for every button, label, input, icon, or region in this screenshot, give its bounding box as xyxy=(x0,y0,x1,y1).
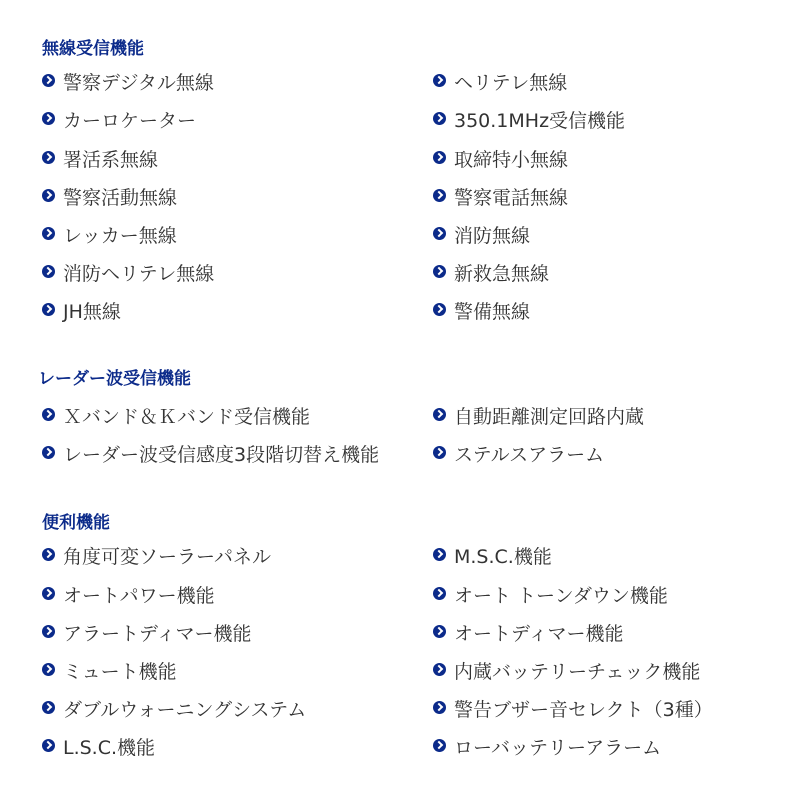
list-item xyxy=(433,64,567,102)
arrow-bullet-icon xyxy=(433,548,446,561)
list-item-label: レッカー無線 xyxy=(63,225,177,247)
list-item xyxy=(42,691,306,729)
list-item-label: 角度可変ソーラーパネル xyxy=(63,546,272,568)
list-item xyxy=(42,141,158,179)
list-item xyxy=(42,179,177,217)
list-item-label: ステルスアラーム xyxy=(454,444,605,466)
list-item-label: ダブルウォーニングシステム xyxy=(63,699,307,721)
list-item-label: 署活系無線 xyxy=(63,149,159,171)
list-item-label: 新救急無線 xyxy=(454,263,550,285)
arrow-bullet-icon xyxy=(433,701,446,714)
arrow-bullet-icon xyxy=(433,189,446,202)
arrow-bullet-icon xyxy=(42,112,55,125)
list-item-label: オート トーンダウン機能 xyxy=(454,585,668,607)
list-item-label: レーダー波受信感度3段階切替え機能 xyxy=(63,444,380,466)
list-item-label: 自動距離測定回路内蔵 xyxy=(454,406,645,428)
arrow-bullet-icon xyxy=(42,587,55,600)
list-item-label: カーロケーター xyxy=(63,110,197,132)
arrow-bullet-icon xyxy=(42,625,55,638)
list-item xyxy=(42,577,215,615)
list-item xyxy=(42,102,196,140)
list-item xyxy=(42,615,251,653)
arrow-bullet-icon xyxy=(42,265,55,278)
arrow-bullet-icon xyxy=(433,739,446,752)
arrow-bullet-icon xyxy=(433,265,446,278)
list-item-label: ローバッテリーアラーム xyxy=(454,737,662,759)
arrow-bullet-icon xyxy=(433,587,446,600)
arrow-bullet-icon xyxy=(433,408,446,421)
arrow-bullet-icon xyxy=(42,189,55,202)
list-item xyxy=(42,653,177,691)
list-item-label: 警察デジタル無線 xyxy=(63,72,214,94)
list-item xyxy=(42,398,310,436)
list-item-label: 消防ヘリテレ無線 xyxy=(63,263,215,285)
arrow-bullet-icon xyxy=(42,303,55,316)
list-item-label: 警告ブザー音セレクト（3種） xyxy=(454,699,713,721)
arrow-bullet-icon xyxy=(42,701,55,714)
arrow-bullet-icon xyxy=(433,303,446,316)
list-item xyxy=(433,141,568,179)
arrow-bullet-icon xyxy=(433,446,446,459)
list-item xyxy=(42,255,214,293)
list-item-label: ヘリテレ無線 xyxy=(454,72,568,94)
list-item xyxy=(433,255,549,293)
list-item-label: ミュート機能 xyxy=(63,661,177,683)
list-item xyxy=(433,577,668,615)
arrow-bullet-icon xyxy=(433,663,446,676)
list-item xyxy=(433,538,552,576)
list-item xyxy=(433,729,661,767)
list-item xyxy=(42,538,271,576)
list-item xyxy=(433,102,625,140)
list-item-label: オートディマー機能 xyxy=(454,623,624,645)
list-item-label: 消防無線 xyxy=(454,225,531,247)
list-item xyxy=(433,293,530,331)
list-item-label: 350.1MHz受信機能 xyxy=(454,110,626,132)
arrow-bullet-icon xyxy=(42,151,55,164)
list-item-label: アラートディマー機能 xyxy=(63,623,252,645)
list-item xyxy=(433,179,568,217)
list-item-label: 警察電話無線 xyxy=(454,187,569,209)
list-item-label: 警察活動無線 xyxy=(63,187,178,209)
list-item xyxy=(42,729,155,767)
list-item-label: 警備無線 xyxy=(454,301,531,323)
list-item xyxy=(433,615,623,653)
section-title-radio: 無線受信機能 xyxy=(42,39,144,59)
list-item xyxy=(42,293,121,331)
list-item xyxy=(433,653,700,691)
arrow-bullet-icon xyxy=(433,227,446,240)
arrow-bullet-icon xyxy=(433,151,446,164)
list-item xyxy=(42,217,177,255)
arrow-bullet-icon xyxy=(42,408,55,421)
list-item-label: 内蔵バッテリーチェック機能 xyxy=(454,661,701,683)
arrow-bullet-icon xyxy=(42,227,55,240)
arrow-bullet-icon xyxy=(42,446,55,459)
list-item-label: JH無線 xyxy=(63,301,121,323)
arrow-bullet-icon xyxy=(433,74,446,87)
arrow-bullet-icon xyxy=(42,74,55,87)
list-item-label: L.S.C.機能 xyxy=(63,737,156,759)
list-item xyxy=(433,398,644,436)
list-item xyxy=(42,436,379,474)
section-title-radar: レーダー波受信機能 xyxy=(38,369,191,389)
list-item-label: 取締特小無線 xyxy=(454,149,569,171)
arrow-bullet-icon xyxy=(433,625,446,638)
list-item xyxy=(42,64,214,102)
section-title-convenience: 便利機能 xyxy=(42,513,110,533)
list-item-label: M.S.C.機能 xyxy=(454,546,552,568)
list-item xyxy=(433,436,604,474)
list-item xyxy=(433,691,713,729)
arrow-bullet-icon xyxy=(42,663,55,676)
arrow-bullet-icon xyxy=(42,739,55,752)
arrow-bullet-icon xyxy=(42,548,55,561)
list-item xyxy=(433,217,530,255)
arrow-bullet-icon xyxy=(433,112,446,125)
list-item-label: Ｘバンド＆Ｋバンド受信機能 xyxy=(63,406,311,428)
list-item-label: オートパワー機能 xyxy=(63,585,215,607)
